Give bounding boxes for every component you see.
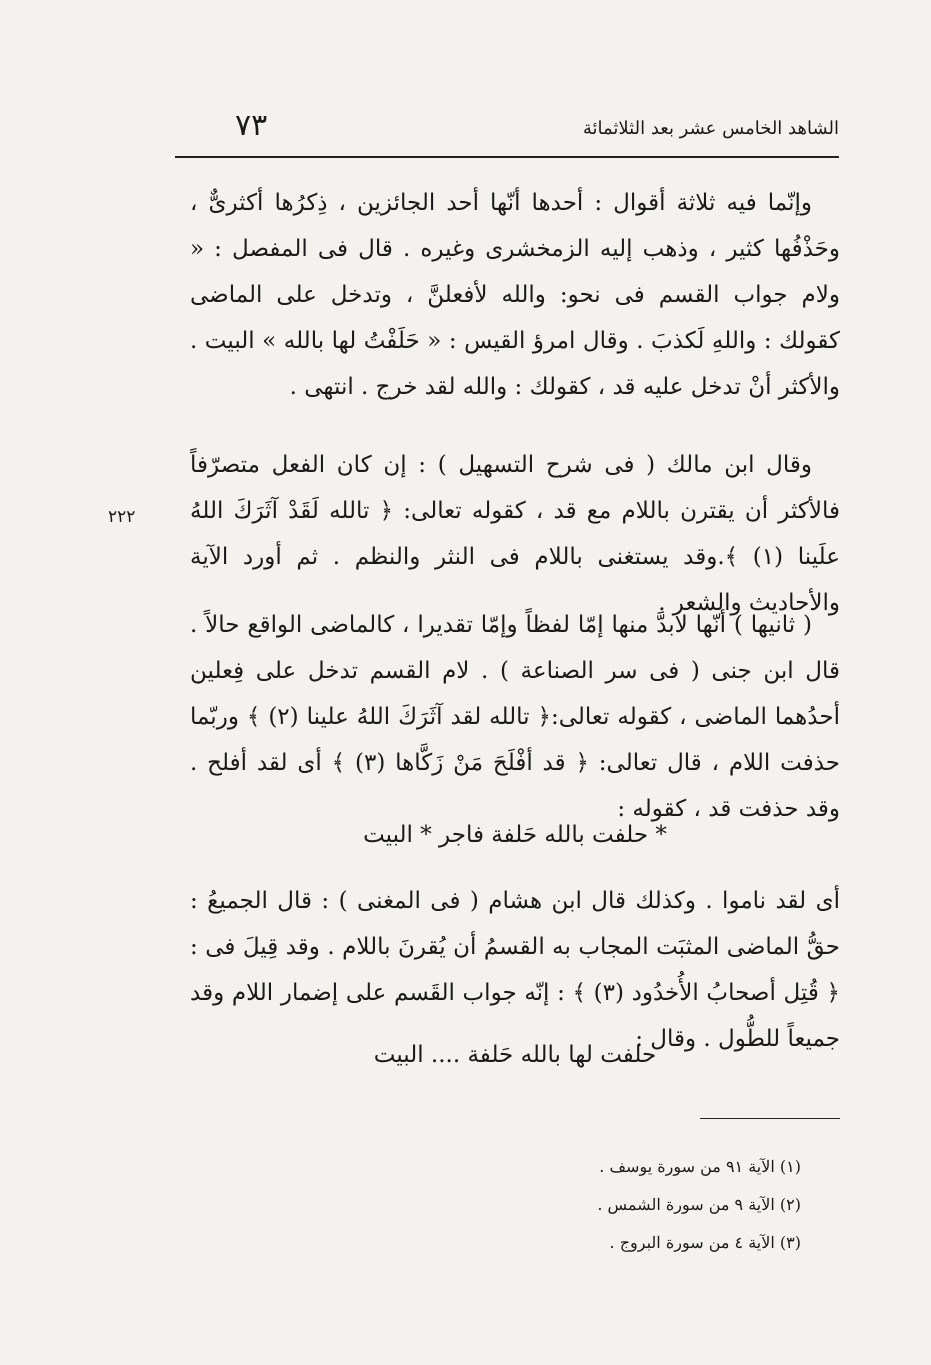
- running-header: [175, 108, 839, 158]
- verse-line-2: حلفت لها بالله حَلفة .... البيت: [373, 1042, 657, 1068]
- paragraph-3: ( ثانيها ) أنّها لابدَّ منها إمّا لفظاً وإمّا تقديرا ، كالماضى الواقع حالاً . قال ابن جنى ( فى سر الصناعة ) . لام القسم تدخل على فِعلين أحدُهما الماضى ، كقوله تعالى:﴿ تالله لقد آثَرَكَ اللهُ علينا (٢) ﴾ وربّما حذفت اللام ، قال تعالى: ﴿ قد أفْلَحَ مَنْ زَكَّاها (٣) ﴾ أى لقد أفلح . وقد حذفت قد ، كقوله :: [190, 612, 840, 822]
- footnote-3: (٣) الآية ٤ من سورة البروج .: [609, 1233, 801, 1252]
- footnote-2: (٢) الآية ٩ من سورة الشمس .: [597, 1195, 801, 1214]
- paragraph-1: وإنّما فيه ثلاثة أقوال : أحدها أنّها أحد الجائزين ، ذِكرُها أكثرىٌّ ، وحَذْفُها كثير ، وذهب إليه الزمخشرى وغيره . قال فى المفصل : « ولام جواب القسم فى نحو: والله لأفعلنَّ ، وتدخل على الماضى كقولك : واللهِ لَكذبَ . وقال امرؤ القيس : « حَلَفْتُ لها بالله » البيت . والأكثر أنْ تدخل عليه قد ، كقولك : والله لقد خرج . انتهى .: [190, 190, 840, 400]
- footnote-1: (١) الآية ٩١ من سورة يوسف .: [599, 1157, 801, 1176]
- paragraph-2: وقال ابن مالك ( فى شرح التسهيل ) : إن كان الفعل متصرّفاً فالأكثر أن يقترن باللام مع قد ، كقوله تعالى: ﴿ تالله لَقَدْ آثَرَكَ اللهُ علَينا (١) ﴾.وقد يستغنى باللام فى النثر والنظم . ثم أورد الآية والأحاديث والشعر .: [190, 452, 840, 616]
- header-title: الشاهد الخامس عشر بعد الثلاثمائة: [582, 118, 839, 139]
- verse-line-1: * حلفت بالله حَلفة فاجر * البيت: [363, 822, 667, 848]
- footnotes: [401, 1148, 801, 1262]
- footnote-divider: [700, 1118, 840, 1119]
- page-number: ٧٣: [235, 108, 268, 143]
- margin-reference-number: ٢٢٢: [108, 507, 136, 527]
- paragraph-4: أى لقد ناموا . وكذلك قال ابن هشام ( فى المغنى ) : قال الجميعُ : حقُّ الماضى المثبَت المجاب به القسمُ أن يُقرنَ باللام . وقد قِيلَ فى : ﴿ قُتِل أصحابُ الأُخدُود (٣) ﴾ : إنّه جواب القَسم على إضمار اللام وقد جميعاً للطُّول . وقال :: [190, 888, 840, 1052]
